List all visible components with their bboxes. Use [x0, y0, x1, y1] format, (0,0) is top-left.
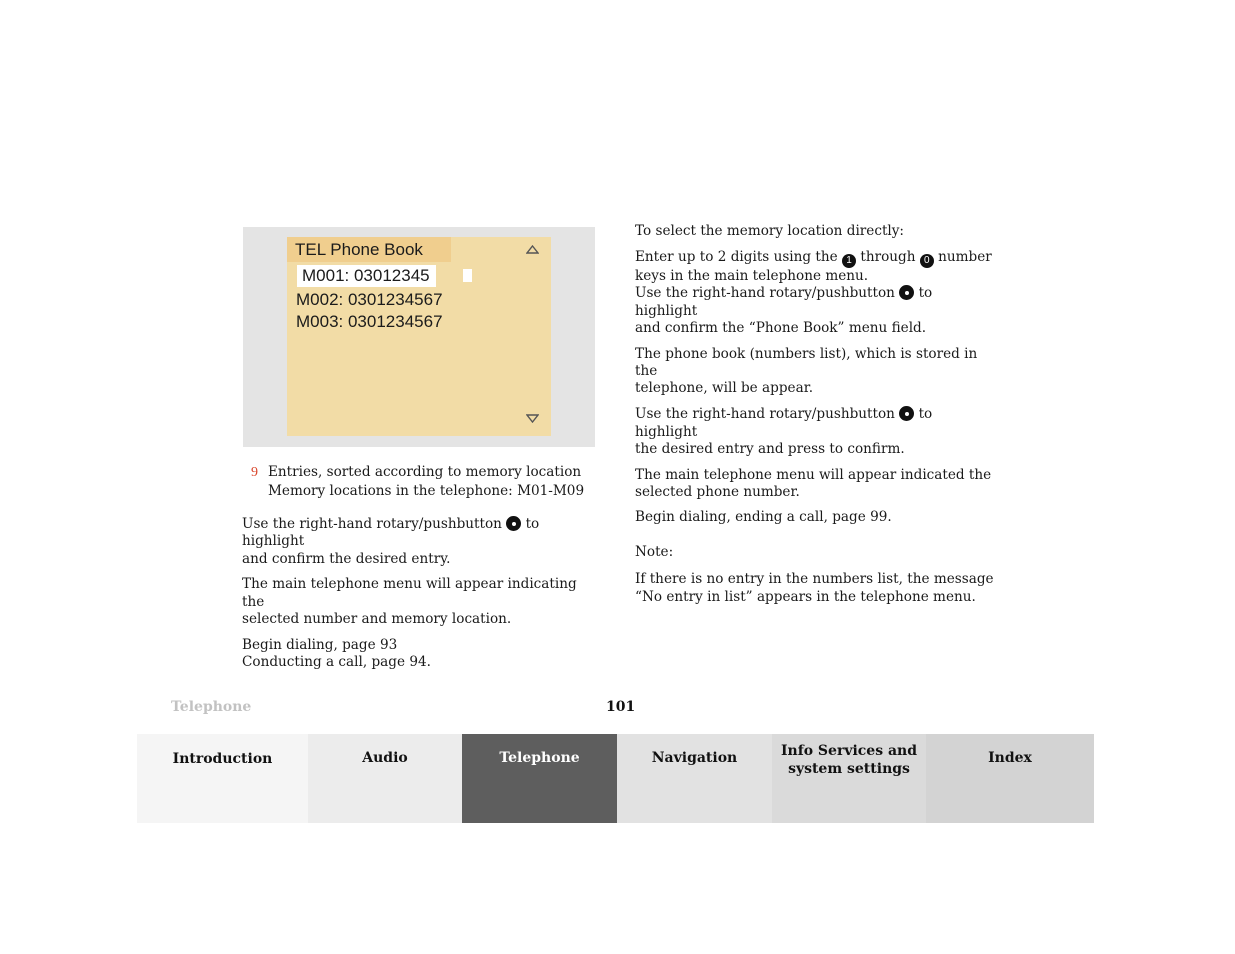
text: selected phone number.: [635, 484, 800, 501]
section-label: Telephone: [171, 699, 252, 715]
number-key-0-icon: 0: [920, 254, 934, 268]
paragraph: [635, 467, 995, 502]
text: Use the right-hand rotary/pushbutton: [242, 516, 502, 532]
caption-text: [268, 464, 598, 500]
phone-book-entry[interactable]: M003: 0301234567: [296, 312, 443, 331]
rotary-pushbutton-icon: [506, 516, 521, 531]
text: selected number and memory location.: [242, 610, 512, 627]
phone-book-entry-selected[interactable]: M001: 03012345: [297, 265, 436, 287]
tab-introduction[interactable]: [137, 734, 308, 823]
text: to highlight: [635, 285, 933, 319]
number-key-1-icon: 1: [842, 254, 856, 268]
text: to highlight: [635, 406, 933, 440]
text: number: [938, 248, 992, 265]
paragraph: Begin dialing, ending a call, page 99.: [635, 508, 892, 525]
tab-label: Index: [988, 750, 1032, 766]
text: The phone book (numbers list), which is stored in the: [635, 345, 978, 380]
paragraph: [635, 571, 995, 606]
text: and confirm the desired entry.: [242, 550, 451, 567]
paragraph: [242, 637, 602, 672]
page-number: 101: [606, 699, 636, 715]
rotary-pushbutton-icon: [899, 285, 914, 300]
text-cursor: [463, 269, 472, 282]
screen-title: TEL Phone Book: [287, 237, 451, 262]
text: telephone, will be appear.: [635, 380, 814, 397]
text: to highlight: [242, 516, 540, 550]
tab-label: Navigation: [651, 750, 738, 766]
figure-caption: [251, 464, 258, 481]
tab-navigation[interactable]: [617, 734, 772, 823]
text: Use the right-hand rotary/pushbutton: [635, 285, 895, 302]
text: If there is no entry in the numbers list, the message: [635, 571, 994, 588]
phone-book-screen: [287, 237, 551, 436]
paragraph: [242, 516, 602, 568]
paragraph: To select the memory location directly:: [635, 223, 905, 239]
paragraph: [635, 346, 995, 398]
right-column: [635, 223, 995, 606]
paragraph: [242, 576, 602, 628]
left-column: [242, 516, 602, 671]
paragraph: [635, 406, 995, 458]
text: keys in the main telephone menu.: [635, 267, 869, 284]
triangle-down-icon[interactable]: [526, 414, 539, 423]
tab-index[interactable]: [926, 734, 1094, 823]
text: Begin dialing, page 93: [242, 636, 398, 653]
caption-line: Memory locations in the telephone: M01-M09: [268, 482, 585, 499]
tab-audio[interactable]: [308, 734, 462, 823]
caption-line: Entries, sorted according to memory location: [268, 464, 582, 480]
text: and confirm the “Phone Book” menu field.: [635, 319, 927, 336]
tab-info-services[interactable]: [772, 734, 926, 823]
paragraph: [635, 249, 995, 337]
text: Enter up to 2 digits using the: [635, 248, 838, 265]
tab-label: Telephone: [499, 750, 580, 766]
text: “No entry in list” appears in the telephone menu.: [635, 588, 976, 605]
text: The main telephone menu will appear indicating the: [242, 576, 577, 610]
tab-telephone[interactable]: [462, 734, 617, 823]
phone-book-entry[interactable]: M002: 0301234567: [296, 290, 443, 309]
text: the desired entry and press to confirm.: [635, 441, 905, 458]
tab-label: Introduction: [172, 751, 273, 767]
text: through: [860, 248, 916, 265]
callout-number: 9: [251, 465, 258, 480]
text: The main telephone menu will appear indicated the: [635, 467, 992, 484]
triangle-up-icon[interactable]: [526, 245, 539, 254]
tab-label: system settings: [788, 761, 910, 777]
display-screenshot: [243, 227, 595, 447]
note-label: Note:: [635, 544, 674, 561]
tab-label: Info Services and: [780, 743, 918, 759]
rotary-pushbutton-icon: [899, 406, 914, 421]
tab-label: Audio: [362, 750, 408, 766]
text: Conducting a call, page 94.: [242, 654, 431, 671]
text: Use the right-hand rotary/pushbutton: [635, 406, 895, 423]
